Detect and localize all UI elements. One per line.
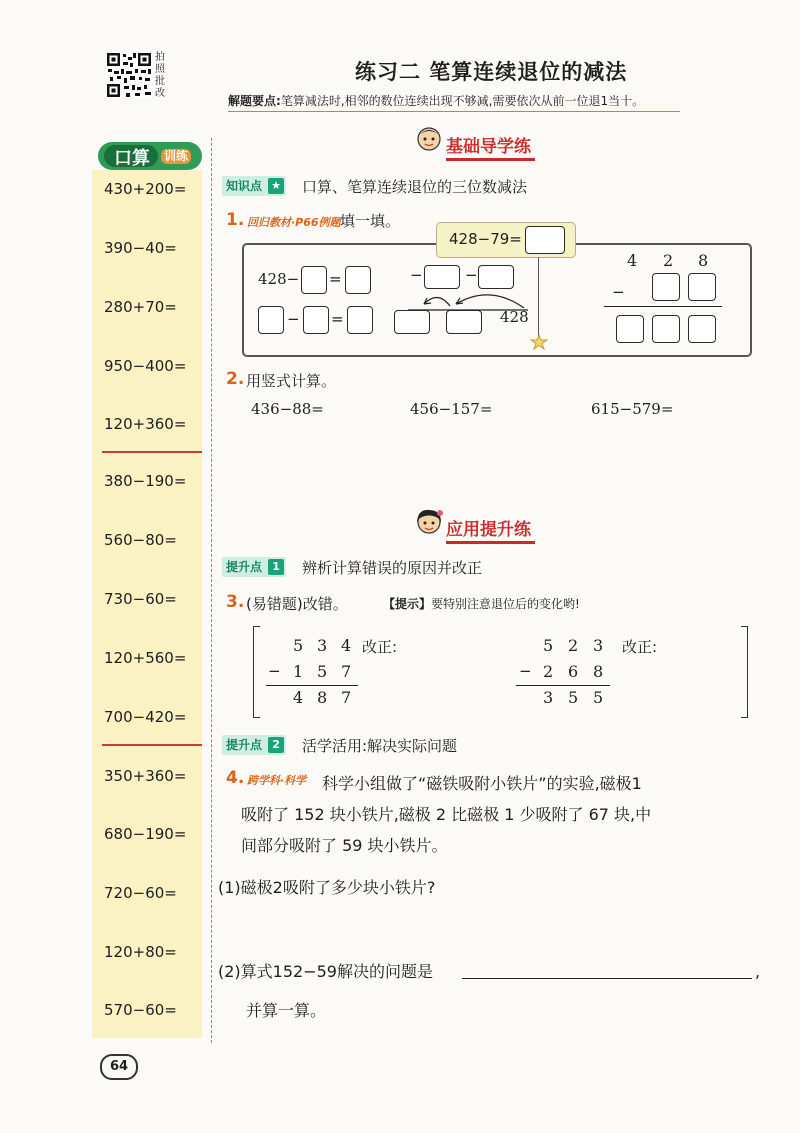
minus-sign: −: [410, 266, 423, 284]
knowledge-point-text: 口算、笔算连续退位的三位数减法: [302, 178, 528, 196]
knowledge-point-tag: [222, 176, 286, 196]
digit: 2: [568, 636, 579, 655]
question-4-line: 科学小组做了“磁铁吸附小铁片”的实验,磁极1: [322, 774, 642, 793]
oral-item: 120+360=: [104, 415, 187, 433]
oral-item: 350+360=: [104, 767, 187, 785]
digit: 5: [543, 636, 554, 655]
question-4-line: 间部分吸附了 59 块小铁片。: [241, 836, 448, 855]
sub-question-2: (2)算式152−59解决的问题是: [218, 962, 433, 981]
calc-item: 615−579=: [591, 400, 674, 418]
page-title: 练习二 笔算连续退位的减法: [355, 60, 628, 84]
digit: 2: [663, 251, 674, 270]
bracket-left: [253, 626, 260, 718]
cartoon-girl-icon: [414, 508, 444, 540]
comma: ,: [755, 962, 761, 981]
kp1-label: 提升点: [226, 560, 263, 574]
qr-code: [106, 52, 152, 98]
digit: 4: [341, 636, 352, 655]
digit: 1: [293, 662, 304, 681]
minus-sign: −: [268, 662, 281, 680]
blank-box[interactable]: [345, 266, 371, 294]
tip-prefix: 解题要点:: [228, 94, 281, 108]
improvement-point-text: 辨析计算错误的原因并改正: [302, 559, 483, 577]
improvement-point-text: 活学活用:解决实际问题: [302, 737, 458, 755]
connector-line: [538, 257, 539, 337]
section-heading-advanced-text: 应用提升练: [446, 520, 531, 540]
calc-item: 456−157=: [410, 400, 493, 418]
left-method-start: 428−: [258, 270, 300, 288]
equals-sign: =: [331, 310, 344, 328]
section-heading-basic: [446, 132, 531, 157]
question-2-text: 用竖式计算。: [246, 372, 337, 390]
answer-line[interactable]: [462, 978, 752, 979]
blank-box[interactable]: [301, 266, 327, 294]
digit: 3: [593, 636, 604, 655]
blank-box[interactable]: [258, 306, 284, 334]
expression-text: 428−79=: [449, 230, 522, 248]
digit: 4: [627, 251, 638, 270]
equals-sign: =: [329, 270, 342, 288]
blank-box[interactable]: [688, 273, 716, 301]
solving-tip: [228, 92, 644, 109]
digit: 3: [543, 688, 554, 707]
oral-item: 120+80=: [104, 943, 177, 961]
blank-box[interactable]: [688, 315, 716, 343]
calc-item: 436−88=: [251, 400, 324, 418]
minus-sign: −: [612, 283, 625, 301]
blank-box[interactable]: [394, 310, 430, 334]
oral-item: 560−80=: [104, 531, 177, 549]
oral-item: 720−60=: [104, 884, 177, 902]
blank-box[interactable]: [303, 306, 329, 334]
oral-item: 380−190=: [104, 472, 187, 490]
kp2-number: 2: [268, 737, 284, 753]
sub-question-2-continued: 并算一算。: [246, 1001, 327, 1020]
page-number: 64: [100, 1054, 138, 1080]
answer-box[interactable]: [525, 226, 565, 254]
digit: 8: [593, 662, 604, 681]
badge-sub: 训练: [161, 149, 191, 164]
question-3-hint: [383, 595, 580, 612]
section-heading-advanced: [446, 515, 531, 540]
digit: 4: [293, 688, 304, 707]
correction-label: 改正:: [362, 638, 398, 656]
hint-label: 【提示】: [383, 597, 432, 611]
question-1-tag: 回归教材·P66例题: [247, 216, 341, 229]
oral-item: 730−60=: [104, 590, 177, 608]
question-4-number: 4.: [226, 768, 245, 788]
oral-item: 120+560=: [104, 649, 187, 667]
question-3-text: (易错题)改错。: [246, 595, 348, 613]
badge-main: 口算: [114, 148, 150, 169]
qr-label: 拍照批改: [155, 52, 165, 99]
question-1-text: 填一填。: [340, 212, 401, 230]
column-divider: [211, 138, 212, 1043]
digit: 8: [317, 688, 328, 707]
digit: 7: [341, 662, 352, 681]
digit: 5: [593, 688, 604, 707]
digit: 5: [317, 662, 328, 681]
kp-label: 知识点: [226, 179, 263, 193]
section-separator: [102, 744, 202, 746]
oral-item: 680−190=: [104, 825, 187, 843]
improvement-point-tag: [222, 557, 286, 577]
calc-line: [604, 306, 722, 307]
tip-underline: [228, 111, 680, 112]
digit: 5: [568, 688, 579, 707]
question-1-number: 1.: [226, 210, 245, 230]
oral-item: 570−60=: [104, 1001, 177, 1019]
cartoon-boy-icon: [414, 126, 444, 156]
tip-text: 笔算减法时,相邻的数位连续出现不够减,需要依次从前一位退1当十。: [280, 94, 645, 108]
question-2-number: 2.: [226, 369, 245, 389]
oral-item: 700−420=: [104, 708, 187, 726]
sub-question-1: (1)磁极2吸附了多少块小铁片?: [218, 878, 436, 897]
digit: 5: [293, 636, 304, 655]
question-4-line: 吸附了 152 块小铁片,磁极 2 比磁极 1 少吸附了 67 块,中: [241, 805, 652, 824]
minus-sign: −: [287, 310, 300, 328]
digit: 8: [698, 251, 709, 270]
blank-box[interactable]: [347, 306, 373, 334]
section-separator: [102, 451, 202, 453]
oral-practice-badge: [98, 142, 206, 172]
section-heading-basic-text: 基础导学练: [446, 137, 531, 157]
question-4-tag: 跨学科·科学: [247, 774, 307, 787]
star-icon: ★: [268, 178, 284, 194]
calc-line: [266, 685, 358, 686]
minus-sign: −: [519, 662, 532, 680]
expression-header: [436, 222, 576, 258]
kp2-label: 提升点: [226, 738, 263, 752]
digit: 6: [568, 662, 579, 681]
bracket-right: [741, 626, 748, 718]
blank-box[interactable]: [446, 310, 482, 334]
number-428: 428: [500, 308, 529, 326]
kp1-number: 1: [268, 559, 284, 575]
digit: 2: [543, 662, 554, 681]
improvement-point-tag: [222, 735, 286, 755]
calc-line: [516, 685, 610, 686]
oral-item: 950−400=: [104, 357, 187, 375]
blank-box[interactable]: [652, 273, 680, 301]
digit: 3: [317, 636, 328, 655]
blank-box[interactable]: [616, 315, 644, 343]
oral-item: 390−40=: [104, 239, 177, 257]
hint-text: 要特别注意退位后的变化哟!: [431, 597, 580, 611]
correction-label: 改正:: [622, 638, 658, 656]
question-3-number: 3.: [226, 592, 245, 612]
oral-item: 280+70=: [104, 298, 177, 316]
digit: 7: [341, 688, 352, 707]
blank-box[interactable]: [652, 315, 680, 343]
oral-item: 430+200=: [104, 180, 187, 198]
star-pin-icon: [530, 334, 548, 350]
minus-sign: −: [465, 266, 478, 284]
